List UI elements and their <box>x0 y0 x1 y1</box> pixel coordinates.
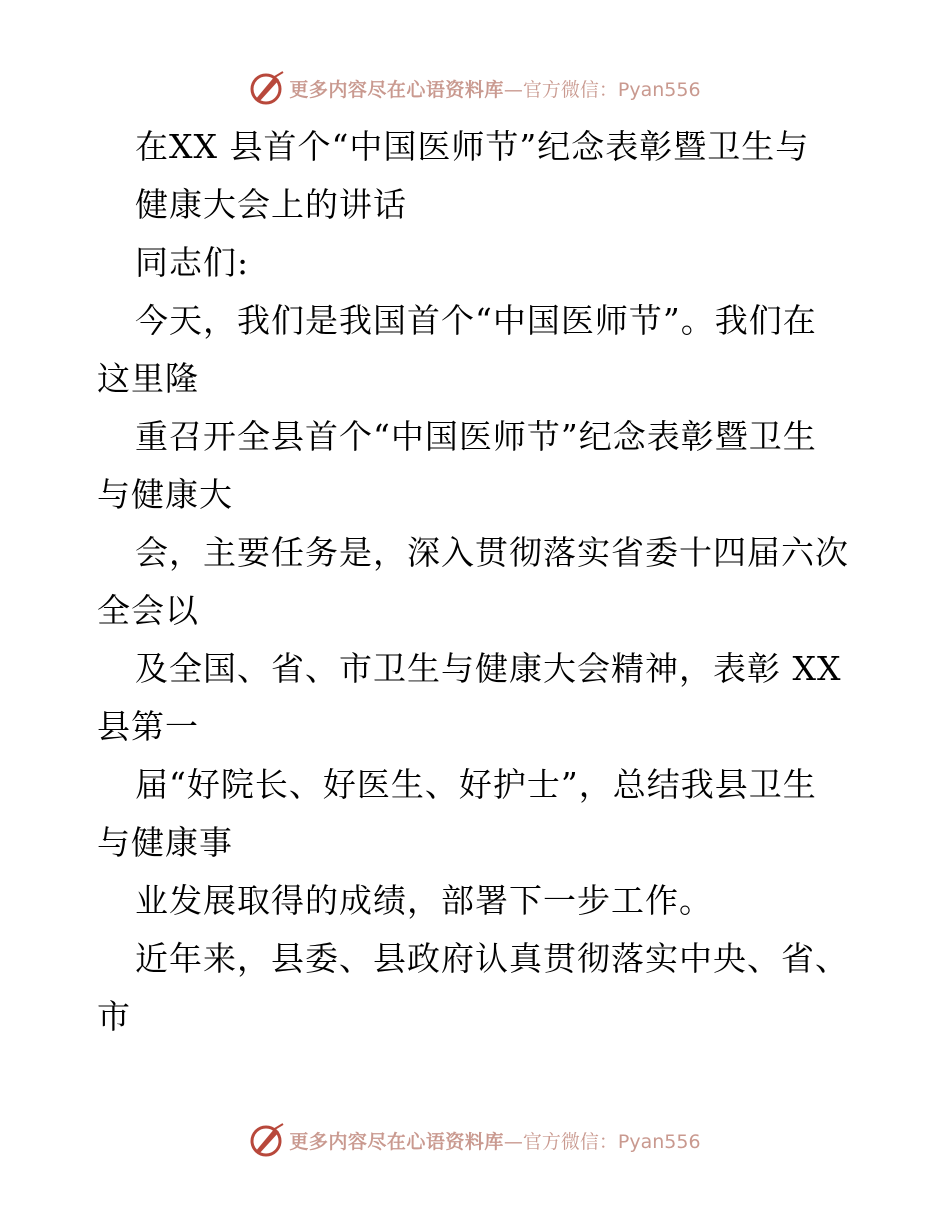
paragraph-line: 县第一 <box>97 707 199 746</box>
paragraph-line: 届“好院长、好医生、好护士”，总结我县卫生 <box>135 765 817 804</box>
paragraph-line: 全会以 <box>97 591 199 630</box>
paragraph-line: 市 <box>97 997 131 1036</box>
title-line-2: 健康大会上的讲话 <box>135 185 407 224</box>
paragraph-line: 重召开全县首个“中国医师节”纪念表彰暨卫生 <box>135 417 817 456</box>
paragraph-line: 近年来，县委、县政府认真贯彻落实中央、省、 <box>135 939 849 978</box>
salutation: 同志们: <box>135 243 250 282</box>
paragraph-line: 这里隆 <box>97 359 199 398</box>
paragraph-line: 业发展取得的成绩，部署下一步工作。 <box>135 881 713 920</box>
paragraph-line: 与健康大 <box>97 475 233 514</box>
header-watermark <box>0 68 950 108</box>
paragraph-line: 与健康事 <box>97 823 233 862</box>
watermark-text: 更多内容尽在心语资料库 <box>289 1130 504 1153</box>
watermark-wechat: —官方微信：Pyan556 <box>503 78 701 101</box>
quill-logo-icon <box>249 70 285 106</box>
paragraph-line: 及全国、省、市卫生与健康大会精神，表彰 XX <box>135 649 842 688</box>
title-line-1: 在XX 县首个“中国医师节”纪念表彰暨卫生与 <box>135 127 810 166</box>
paragraph-line: 今天，我们是我国首个“中国医师节”。我们在 <box>135 301 817 340</box>
document-body <box>97 118 867 1046</box>
quill-logo-icon <box>249 1122 285 1158</box>
watermark-text: 更多内容尽在心语资料库 <box>289 78 504 101</box>
footer-watermark <box>0 1120 950 1160</box>
paragraph-line: 会，主要任务是，深入贯彻落实省委十四届六次 <box>135 533 849 572</box>
watermark-wechat: —官方微信：Pyan556 <box>503 1130 701 1153</box>
